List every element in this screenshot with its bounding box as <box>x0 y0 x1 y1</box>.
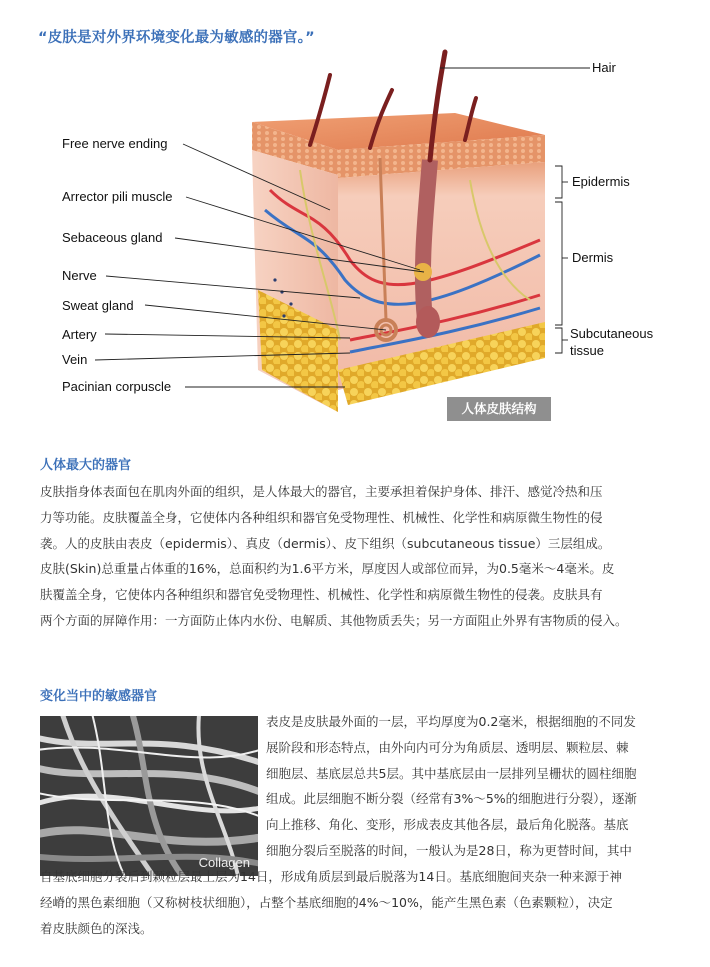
label-artery: Artery <box>62 327 97 342</box>
paragraph-line: 皮肤指身体表面包在肌肉外面的组织，是人体最大的器官，主要承担着保护身体、排汗、感觉冷热和压 <box>40 484 603 499</box>
skin-structure-diagram <box>0 40 710 440</box>
section-title-largest-organ: 人体最大的器官 <box>40 458 132 473</box>
label-subcutaneous: Subcutaneous <box>570 326 654 341</box>
paragraph-line: 肤覆盖全身，它使体内各种组织和器官免受物理性、机械性、化学性和病原微生物性的侵袭。皮肤具有 <box>40 587 603 603</box>
section1-paragraph <box>40 479 628 634</box>
label-sweat-gland: Sweat gland <box>62 298 134 313</box>
label-arrector-pili-muscle: Arrector pili muscle <box>62 189 173 204</box>
collagen-image <box>40 716 258 876</box>
label-vein: Vein <box>62 352 88 367</box>
paragraph-line: 袭。人的皮肤由表皮（epidermis）、真皮（dermis）、皮下组织（subcutaneous tissue）三层组成。 <box>40 535 611 551</box>
section2-full-paragraph <box>40 864 622 941</box>
paragraph-line: 向上推移、角化、变形，形成表皮其他各层，最后角化脱落。基底 <box>266 817 629 833</box>
paragraph-line: 着皮肤颜色的深浅。 <box>40 920 153 936</box>
paragraph-line: 皮肤(Skin)总重量占体重的16%，总面积约为1.6平方米，厚度因人或部位而异，为0.5毫米～4毫米。皮 <box>40 561 615 577</box>
section-title-sensitive-organ: 变化当中的敏感器官 <box>40 689 158 704</box>
collagen-fiber-texture <box>40 716 258 876</box>
label-sebaceous-gland: Sebaceous gland <box>62 230 163 245</box>
label-free-nerve-ending: Free nerve ending <box>62 136 168 151</box>
label-dermis: Dermis <box>572 250 614 265</box>
paragraph-line: 表皮是皮肤最外面的一层，平均厚度为0.2毫米，根据细胞的不同发 <box>266 714 636 729</box>
paragraph-line: 细胞层、基底层总共5层。其中基底层由一层排列呈栅状的圆柱细胞 <box>266 765 637 781</box>
paragraph-line: 细胞分裂后至脱落的时间，一般认为是28日，称为更替时间，其中 <box>266 842 632 858</box>
figure-caption: 人体皮肤结构 <box>447 397 551 421</box>
label-pacinian-corpuscle: Pacinian corpuscle <box>62 379 172 394</box>
label-nerve: Nerve <box>62 268 97 283</box>
paragraph-line: 自基底细胞分裂后到颗粒层最上层为14日，形成角质层到最后脱落为14日。基底细胞间夹杂一种来源于神 <box>40 869 622 884</box>
collagen-label: Collagen <box>198 855 250 870</box>
paragraph-line: 组成。此层细胞不断分裂（经常有3%～5%的细胞进行分裂），逐渐 <box>266 791 637 807</box>
section2-side-paragraph <box>266 709 637 864</box>
page-quote: “皮肤是对外界环境变化最为敏感的器官。” <box>38 30 315 46</box>
label-epidermis: Epidermis <box>572 174 630 189</box>
label-tissue: tissue <box>570 343 604 358</box>
paragraph-line: 力等功能。皮肤覆盖全身，它使体内各种组织和器官免受物理性、机械性、化学性和病原微生物性的侵 <box>40 509 603 525</box>
paragraph-line: 展阶段和形态特点，由外向内可分为角质层、透明层、颗粒层、棘 <box>266 739 629 755</box>
paragraph-line: 经嵴的黑色素细胞（又称树枝状细胞），占整个基底细胞的4%～10%，能产生黑色素（色素颗粒），决定 <box>40 894 613 910</box>
paragraph-line: 两个方面的屏障作用：一方面防止体内水份、电解质、其他物质丢失；另一方面阻止外界有害物质的侵入。 <box>40 612 628 628</box>
label-hair: Hair <box>592 60 616 75</box>
